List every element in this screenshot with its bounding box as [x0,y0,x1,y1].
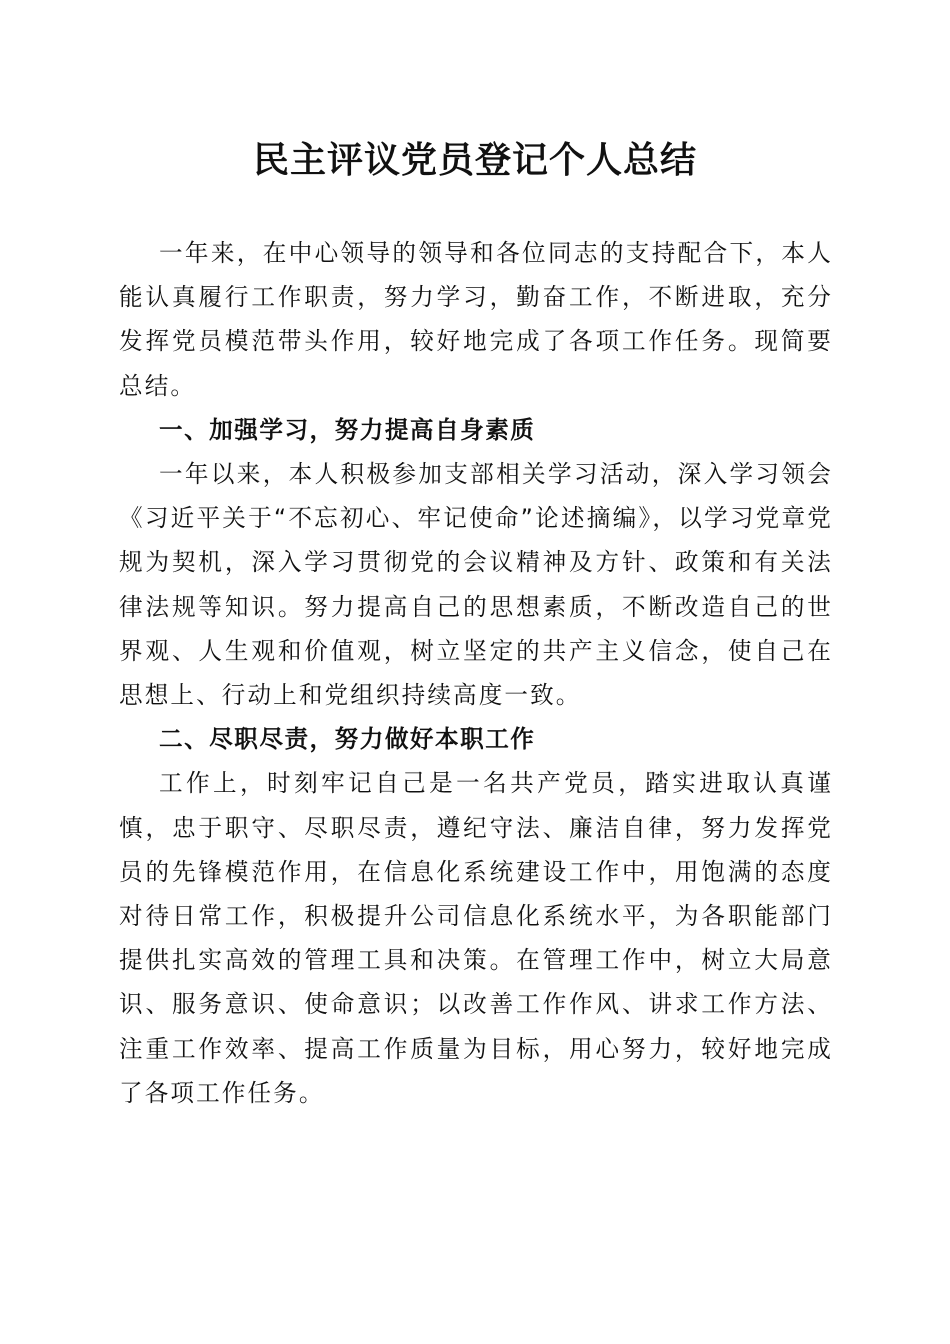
section-paragraph-2: 工作上，时刻牢记自己是一名共产党员，踏实进取认真谨慎，忠于职守、尽职尽责，遵纪守法、廉洁自律，努力发挥党员的先锋模范作用，在信息化系统建设工作中，用饱满的态度对待日常工作，积极提升公司信息化系统水平，为各职能部门提供扎实高效的管理工具和决策。在管理工作中，树立大局意识、服务意识、使命意识；以改善工作作风、讲求工作方法、注重工作效率、提高工作质量为目标，用心努力，较好地完成了各项工作任务。 [119,769,833,1107]
intro-paragraph: 一年来，在中心领导的领导和各位同志的支持配合下，本人能认真履行工作职责，努力学习，勤奋工作，不断进取，充分发挥党员模范带头作用，较好地完成了各项工作任务。现简要总结。 [119,239,833,400]
document-body [119,231,833,1115]
section-paragraph-1: 一年以来，本人积极参加支部相关学习活动，深入学习领会《习近平关于“不忘初心、牢记使命”论述摘编》，以学习党章党规为契机，深入学习贯彻党的会议精神及方针、政策和有关法律法规等知识。努力提高自己的思想素质，不断改造自己的世界观、人生观和价值观，树立坚定的共产主义信念，使自己在思想上、行动上和党组织持续高度一致。 [119,460,833,710]
document-title: 民主评议党员登记个人总结 [252,139,697,181]
section-heading-1: 一、加强学习，努力提高自身素质 [159,415,536,444]
section-heading-2: 二、尽职尽责，努力做好本职工作 [159,725,536,754]
